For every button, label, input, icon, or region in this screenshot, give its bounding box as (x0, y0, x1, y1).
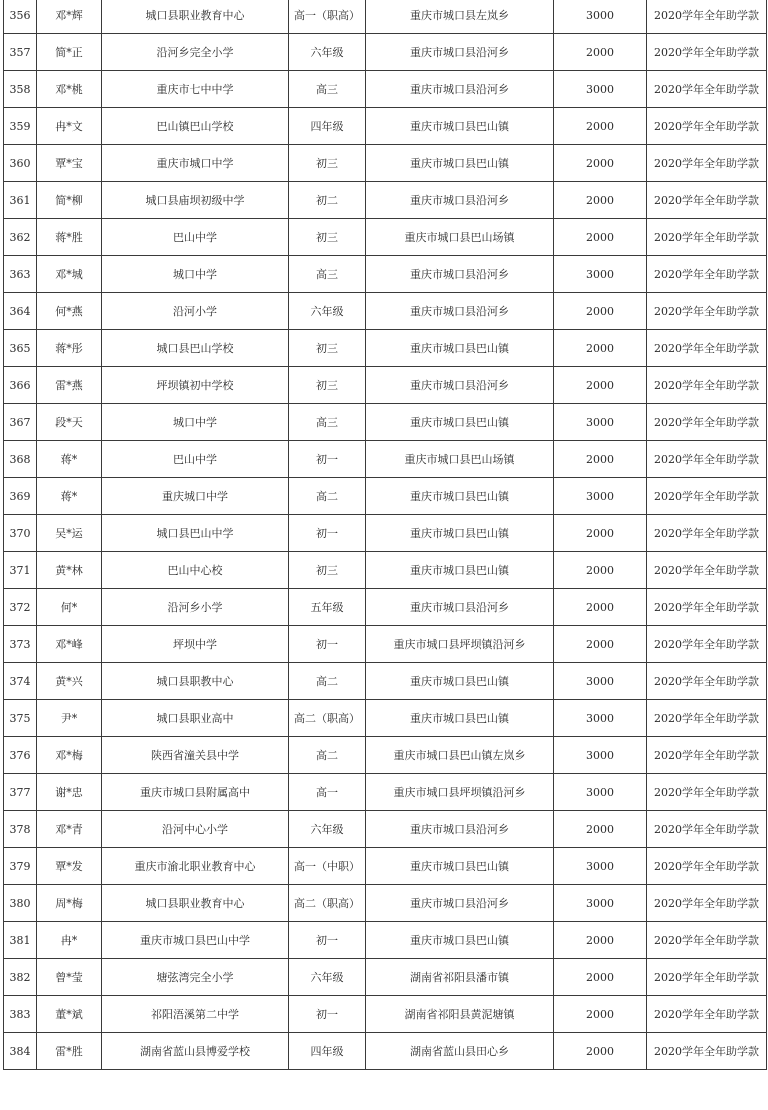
address-cell: 重庆市城口县巴山镇 (366, 404, 554, 441)
row-number-cell: 357 (4, 34, 37, 71)
school-cell: 城口县巴山中学 (102, 515, 289, 552)
amount-cell: 3000 (554, 885, 647, 922)
table-row (4, 0, 767, 34)
school-cell: 沿河乡完全小学 (102, 34, 289, 71)
amount-cell: 2000 (554, 811, 647, 848)
row-number-cell: 371 (4, 552, 37, 589)
school-cell: 沿河中心小学 (102, 811, 289, 848)
row-number-cell: 377 (4, 774, 37, 811)
school-cell: 陕西省潼关县中学 (102, 737, 289, 774)
recipient-name-cell: 邓*青 (37, 811, 102, 848)
grade-cell: 高三 (289, 256, 366, 293)
table-row (4, 848, 767, 885)
school-cell: 城口县职教中心 (102, 663, 289, 700)
row-number-cell: 367 (4, 404, 37, 441)
table-row (4, 515, 767, 552)
recipient-name-cell: 冉* (37, 922, 102, 959)
address-cell: 重庆市城口县沿河乡 (366, 589, 554, 626)
school-cell: 祁阳浯溪第二中学 (102, 996, 289, 1033)
school-cell: 沿河乡小学 (102, 589, 289, 626)
grant-type-cell: 2020学年全年助学款 (647, 552, 767, 589)
address-cell: 重庆市城口县沿河乡 (366, 34, 554, 71)
amount-cell: 2000 (554, 34, 647, 71)
amount-cell: 2000 (554, 108, 647, 145)
row-number-cell: 366 (4, 367, 37, 404)
grade-cell: 初三 (289, 219, 366, 256)
grade-cell: 六年级 (289, 34, 366, 71)
recipient-name-cell: 周*梅 (37, 885, 102, 922)
amount-cell: 3000 (554, 71, 647, 108)
table-row (4, 959, 767, 996)
recipient-name-cell: 邓*辉 (37, 0, 102, 34)
school-cell: 塘弦湾完全小学 (102, 959, 289, 996)
table-row (4, 34, 767, 71)
row-number-cell: 369 (4, 478, 37, 515)
grade-cell: 初三 (289, 552, 366, 589)
row-number-cell: 364 (4, 293, 37, 330)
amount-cell: 2000 (554, 1033, 647, 1070)
address-cell: 重庆市城口县巴山镇 (366, 848, 554, 885)
recipient-name-cell: 蒋* (37, 441, 102, 478)
table-row (4, 404, 767, 441)
school-cell: 坪坝镇初中学校 (102, 367, 289, 404)
recipient-name-cell: 黄*林 (37, 552, 102, 589)
recipient-name-cell: 谢*忠 (37, 774, 102, 811)
grade-cell: 高一（中职） (289, 848, 366, 885)
grant-type-cell: 2020学年全年助学款 (647, 959, 767, 996)
recipient-name-cell: 邓*桃 (37, 71, 102, 108)
address-cell: 重庆市城口县巴山镇 (366, 700, 554, 737)
grant-type-cell: 2020学年全年助学款 (647, 219, 767, 256)
grant-type-cell: 2020学年全年助学款 (647, 441, 767, 478)
school-cell: 城口县职业教育中心 (102, 0, 289, 34)
amount-cell: 2000 (554, 182, 647, 219)
amount-cell: 2000 (554, 330, 647, 367)
recipient-name-cell: 曾*莹 (37, 959, 102, 996)
row-number-cell: 374 (4, 663, 37, 700)
recipient-name-cell: 董*斌 (37, 996, 102, 1033)
grant-type-cell: 2020学年全年助学款 (647, 108, 767, 145)
grade-cell: 六年级 (289, 959, 366, 996)
table-row (4, 293, 767, 330)
row-number-cell: 360 (4, 145, 37, 182)
table-body (4, 0, 767, 1070)
address-cell: 重庆市城口县沿河乡 (366, 811, 554, 848)
address-cell: 重庆市城口县沿河乡 (366, 71, 554, 108)
grant-type-cell: 2020学年全年助学款 (647, 996, 767, 1033)
row-number-cell: 359 (4, 108, 37, 145)
school-cell: 城口县巴山学校 (102, 330, 289, 367)
table-row (4, 589, 767, 626)
grade-cell: 高二 (289, 478, 366, 515)
address-cell: 湖南省祁阳县潘市镇 (366, 959, 554, 996)
recipient-name-cell: 吴*运 (37, 515, 102, 552)
address-cell: 重庆市城口县坪坝镇沿河乡 (366, 774, 554, 811)
table-row (4, 774, 767, 811)
recipient-name-cell: 简*柳 (37, 182, 102, 219)
recipient-name-cell: 邓*梅 (37, 737, 102, 774)
address-cell: 重庆市城口县巴山场镇 (366, 219, 554, 256)
grant-type-cell: 2020学年全年助学款 (647, 589, 767, 626)
row-number-cell: 362 (4, 219, 37, 256)
recipient-name-cell: 蒋*彤 (37, 330, 102, 367)
row-number-cell: 372 (4, 589, 37, 626)
amount-cell: 2000 (554, 219, 647, 256)
amount-cell: 2000 (554, 367, 647, 404)
table-row (4, 1033, 767, 1070)
row-number-cell: 376 (4, 737, 37, 774)
grade-cell: 初一 (289, 922, 366, 959)
recipient-name-cell: 简*正 (37, 34, 102, 71)
table-row (4, 737, 767, 774)
grant-type-cell: 2020学年全年助学款 (647, 256, 767, 293)
school-cell: 重庆市城口县附属高中 (102, 774, 289, 811)
school-cell: 重庆市城口中学 (102, 145, 289, 182)
table-row (4, 441, 767, 478)
school-cell: 重庆市渝北职业教育中心 (102, 848, 289, 885)
recipient-name-cell: 雷*胜 (37, 1033, 102, 1070)
amount-cell: 2000 (554, 145, 647, 182)
amount-cell: 3000 (554, 404, 647, 441)
address-cell: 重庆市城口县巴山镇 (366, 108, 554, 145)
address-cell: 重庆市城口县沿河乡 (366, 293, 554, 330)
table-row (4, 552, 767, 589)
recipient-name-cell: 何* (37, 589, 102, 626)
address-cell: 重庆市城口县巴山镇左岚乡 (366, 737, 554, 774)
grade-cell: 初一 (289, 996, 366, 1033)
grant-recipient-table (3, 0, 767, 1070)
grade-cell: 高二 (289, 663, 366, 700)
table-row (4, 330, 767, 367)
amount-cell: 2000 (554, 293, 647, 330)
amount-cell: 3000 (554, 256, 647, 293)
grade-cell: 初一 (289, 515, 366, 552)
grant-type-cell: 2020学年全年助学款 (647, 737, 767, 774)
amount-cell: 2000 (554, 589, 647, 626)
grade-cell: 高一 (289, 774, 366, 811)
grade-cell: 五年级 (289, 589, 366, 626)
school-cell: 重庆市城口县巴山中学 (102, 922, 289, 959)
school-cell: 城口县职业教育中心 (102, 885, 289, 922)
address-cell: 重庆市城口县沿河乡 (366, 182, 554, 219)
table-row (4, 108, 767, 145)
school-cell: 重庆城口中学 (102, 478, 289, 515)
amount-cell: 3000 (554, 478, 647, 515)
grade-cell: 初三 (289, 145, 366, 182)
grade-cell: 初一 (289, 626, 366, 663)
amount-cell: 2000 (554, 515, 647, 552)
school-cell: 沿河小学 (102, 293, 289, 330)
amount-cell: 2000 (554, 441, 647, 478)
grade-cell: 初三 (289, 330, 366, 367)
table-row (4, 922, 767, 959)
grant-type-cell: 2020学年全年助学款 (647, 330, 767, 367)
grant-type-cell: 2020学年全年助学款 (647, 811, 767, 848)
address-cell: 重庆市城口县巴山镇 (366, 922, 554, 959)
amount-cell: 3000 (554, 774, 647, 811)
grade-cell: 初一 (289, 441, 366, 478)
amount-cell: 2000 (554, 922, 647, 959)
table-row (4, 219, 767, 256)
address-cell: 重庆市城口县巴山镇 (366, 330, 554, 367)
row-number-cell: 370 (4, 515, 37, 552)
recipient-name-cell: 何*燕 (37, 293, 102, 330)
grant-type-cell: 2020学年全年助学款 (647, 293, 767, 330)
address-cell: 重庆市城口县巴山镇 (366, 552, 554, 589)
grant-type-cell: 2020学年全年助学款 (647, 922, 767, 959)
school-cell: 巴山中学 (102, 219, 289, 256)
grade-cell: 六年级 (289, 293, 366, 330)
amount-cell: 3000 (554, 0, 647, 34)
school-cell: 城口中学 (102, 256, 289, 293)
grade-cell: 高二（职高） (289, 700, 366, 737)
row-number-cell: 383 (4, 996, 37, 1033)
recipient-name-cell: 黄*兴 (37, 663, 102, 700)
row-number-cell: 365 (4, 330, 37, 367)
grant-type-cell: 2020学年全年助学款 (647, 367, 767, 404)
row-number-cell: 379 (4, 848, 37, 885)
row-number-cell: 375 (4, 700, 37, 737)
address-cell: 重庆市城口县巴山场镇 (366, 441, 554, 478)
grant-type-cell: 2020学年全年助学款 (647, 700, 767, 737)
grant-type-cell: 2020学年全年助学款 (647, 404, 767, 441)
table-row (4, 71, 767, 108)
grade-cell: 高三 (289, 71, 366, 108)
amount-cell: 3000 (554, 663, 647, 700)
school-cell: 巴山中心校 (102, 552, 289, 589)
table-row (4, 626, 767, 663)
address-cell: 重庆市城口县巴山镇 (366, 145, 554, 182)
grant-type-cell: 2020学年全年助学款 (647, 71, 767, 108)
grant-type-cell: 2020学年全年助学款 (647, 0, 767, 34)
table-row (4, 811, 767, 848)
recipient-name-cell: 段*天 (37, 404, 102, 441)
table-row (4, 996, 767, 1033)
address-cell: 重庆市城口县巴山镇 (366, 478, 554, 515)
school-cell: 重庆市七中中学 (102, 71, 289, 108)
document-page (3, 0, 766, 1070)
grade-cell: 高二 (289, 737, 366, 774)
recipient-name-cell: 雷*燕 (37, 367, 102, 404)
recipient-name-cell: 覃*宝 (37, 145, 102, 182)
row-number-cell: 363 (4, 256, 37, 293)
grade-cell: 六年级 (289, 811, 366, 848)
school-cell: 巴山镇巴山学校 (102, 108, 289, 145)
row-number-cell: 381 (4, 922, 37, 959)
table-row (4, 367, 767, 404)
grant-type-cell: 2020学年全年助学款 (647, 848, 767, 885)
row-number-cell: 380 (4, 885, 37, 922)
school-cell: 城口中学 (102, 404, 289, 441)
grant-type-cell: 2020学年全年助学款 (647, 626, 767, 663)
amount-cell: 3000 (554, 737, 647, 774)
table-row (4, 478, 767, 515)
address-cell: 重庆市城口县巴山镇 (366, 663, 554, 700)
grade-cell: 初三 (289, 367, 366, 404)
grade-cell: 四年级 (289, 1033, 366, 1070)
row-number-cell: 384 (4, 1033, 37, 1070)
grant-type-cell: 2020学年全年助学款 (647, 663, 767, 700)
row-number-cell: 382 (4, 959, 37, 996)
recipient-name-cell: 蒋*胜 (37, 219, 102, 256)
grade-cell: 高三 (289, 404, 366, 441)
address-cell: 湖南省祁阳县黄泥塘镇 (366, 996, 554, 1033)
grant-type-cell: 2020学年全年助学款 (647, 1033, 767, 1070)
grant-type-cell: 2020学年全年助学款 (647, 515, 767, 552)
school-cell: 城口县职业高中 (102, 700, 289, 737)
table-row (4, 885, 767, 922)
recipient-name-cell: 蒋* (37, 478, 102, 515)
recipient-name-cell: 邓*峰 (37, 626, 102, 663)
recipient-name-cell: 冉*文 (37, 108, 102, 145)
school-cell: 巴山中学 (102, 441, 289, 478)
table-row (4, 256, 767, 293)
recipient-name-cell: 邓*城 (37, 256, 102, 293)
amount-cell: 2000 (554, 959, 647, 996)
school-cell: 坪坝中学 (102, 626, 289, 663)
grade-cell: 高一（职高） (289, 0, 366, 34)
grant-type-cell: 2020学年全年助学款 (647, 478, 767, 515)
address-cell: 重庆市城口县左岚乡 (366, 0, 554, 34)
school-cell: 城口县庙坝初级中学 (102, 182, 289, 219)
recipient-name-cell: 尹* (37, 700, 102, 737)
table-row (4, 145, 767, 182)
grant-type-cell: 2020学年全年助学款 (647, 885, 767, 922)
recipient-name-cell: 覃*发 (37, 848, 102, 885)
row-number-cell: 361 (4, 182, 37, 219)
address-cell: 重庆市城口县沿河乡 (366, 885, 554, 922)
amount-cell: 3000 (554, 700, 647, 737)
amount-cell: 2000 (554, 626, 647, 663)
table-row (4, 663, 767, 700)
address-cell: 重庆市城口县沿河乡 (366, 367, 554, 404)
row-number-cell: 378 (4, 811, 37, 848)
grant-type-cell: 2020学年全年助学款 (647, 774, 767, 811)
table-row (4, 700, 767, 737)
row-number-cell: 373 (4, 626, 37, 663)
address-cell: 湖南省蓝山县田心乡 (366, 1033, 554, 1070)
amount-cell: 3000 (554, 848, 647, 885)
amount-cell: 2000 (554, 996, 647, 1033)
grant-type-cell: 2020学年全年助学款 (647, 182, 767, 219)
address-cell: 重庆市城口县沿河乡 (366, 256, 554, 293)
row-number-cell: 356 (4, 0, 37, 34)
grant-type-cell: 2020学年全年助学款 (647, 145, 767, 182)
row-number-cell: 368 (4, 441, 37, 478)
address-cell: 重庆市城口县巴山镇 (366, 515, 554, 552)
table-row (4, 182, 767, 219)
address-cell: 重庆市城口县坪坝镇沿河乡 (366, 626, 554, 663)
school-cell: 湖南省蓝山县博爱学校 (102, 1033, 289, 1070)
grade-cell: 四年级 (289, 108, 366, 145)
amount-cell: 2000 (554, 552, 647, 589)
grade-cell: 高二（职高） (289, 885, 366, 922)
row-number-cell: 358 (4, 71, 37, 108)
grant-type-cell: 2020学年全年助学款 (647, 34, 767, 71)
grade-cell: 初二 (289, 182, 366, 219)
